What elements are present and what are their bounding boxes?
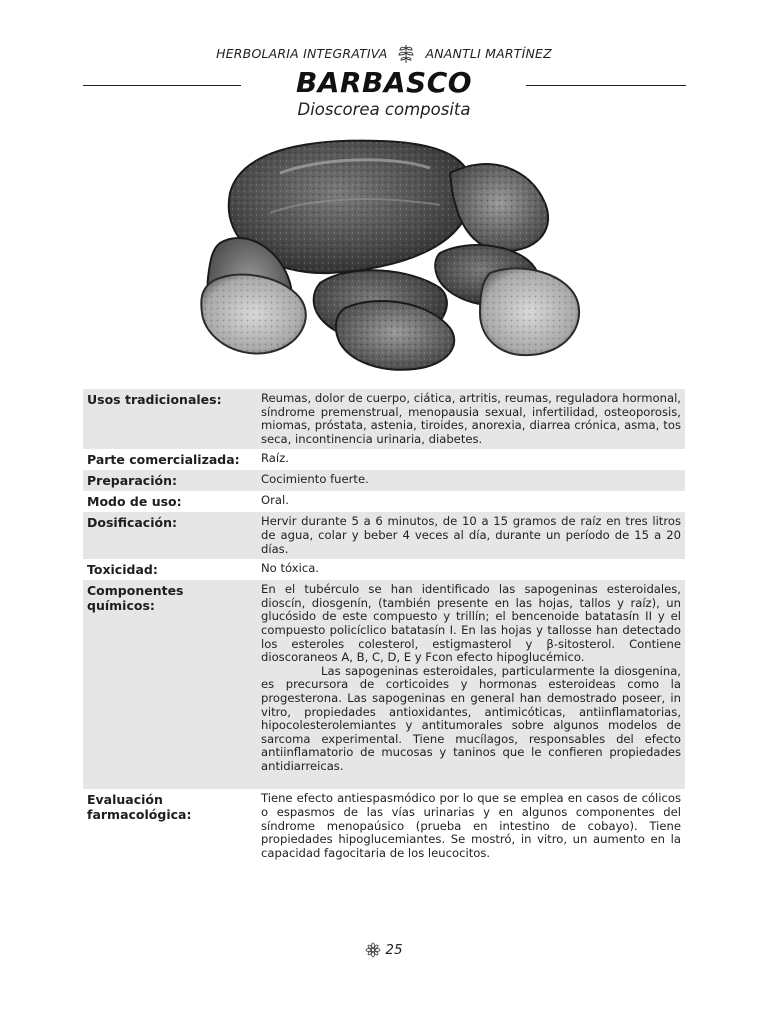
info-value: Hervir durante 5 a 6 minutos, de 10 a 15 gramos de raíz en tres litros de agua, colar y beber 4 veces al día, durante un período de 15 a 20 días. xyxy=(257,512,685,559)
info-row-parte xyxy=(83,449,685,470)
herb-sprig-icon xyxy=(395,42,417,64)
info-row-dosificacion xyxy=(83,512,685,559)
info-label: Dosificación: xyxy=(83,512,257,559)
info-value-block xyxy=(257,580,685,789)
info-row-usos xyxy=(83,389,685,449)
info-row-toxicidad xyxy=(83,559,685,580)
info-row-modo xyxy=(83,491,685,512)
scientific-name: Dioscorea composita xyxy=(297,100,471,119)
info-label: Preparación: xyxy=(83,470,257,491)
header-left-text: HERBOLARIA INTEGRATIVA xyxy=(216,45,388,61)
page-title: BARBASCO xyxy=(295,66,473,99)
info-label: Evaluación farmacológica: xyxy=(87,792,192,823)
barbasco-root-photo xyxy=(150,133,590,373)
info-value: Oral. xyxy=(261,493,289,508)
info-row-componentes xyxy=(83,580,685,789)
info-value: Tiene efecto antiespasmódico por lo que se emplea en casos de cólicos o espasmos de las vías urinarias y en algunos componentes del síndrome menopaúsico (prueba en intestino de cobayo). Tiene propiedades hipoglucemiantes. Se mostró, in vitro, un aumento en la capacidad fagocitaria de los leucocitos. xyxy=(261,791,681,860)
info-paragraph: En el tubérculo se han identificado las sapogeninas esteroidales, dioscín, diosgenín, (también presente en las hojas, tallos y raíz), un glucósido de este compuesto y trillín; el bencenoide batatasín II y el compuesto policíclico batatasín I. En las hojas y tallosse han detectado los esteroles colesterol, estigmasterol y β-sitosterol. Contiene dioscoraneos A, B, C, D, E y Fcon efecto hipoglucémico. xyxy=(261,582,681,665)
plant-info-table xyxy=(83,389,685,863)
page-number: 25 xyxy=(385,942,403,958)
info-row-evaluacion xyxy=(83,789,685,863)
info-value: No tóxica. xyxy=(261,561,319,576)
running-header xyxy=(0,42,768,64)
info-row-preparacion xyxy=(83,470,685,491)
info-label: Modo de uso: xyxy=(87,494,182,510)
info-value: Reumas, dolor de cuerpo, ciática, artritis, reumas, reguladora hormonal, síndrome premenstrual, menopausia sexual, infertilidad, osteoporosis, miomas, próstata, astenia, tiroides, anorexia, diarrea crónica, asma, tos seca, incontinencia urinaria, diabetes. xyxy=(257,389,685,449)
header-right-text: ANANTLI MARTÍNEZ xyxy=(425,45,552,61)
info-value: Cocimiento fuerte. xyxy=(257,470,685,491)
page-footer xyxy=(0,940,768,960)
info-label: Toxicidad: xyxy=(87,562,158,578)
info-paragraph: Las sapogeninas esteroidales, particularmente la diosgenina, es precursora de corticoides y hormonas esteroideas como la progesterona. Las sapogeninas en general han demostrado poseer, in vitro, propiedades antioxidantes, antimicóticas, antiinflamatorias, hipocolesterolemiantes y antitumorales sobre algunos modelos de sarcoma experimental. Tiene mucílagos, responsables del efecto antiinflamatorio de mucosas y taninos que le confieren propiedades antidiarreicas. xyxy=(261,663,681,773)
info-label: Componentes químicos: xyxy=(83,580,257,789)
flower-ornament-icon xyxy=(365,942,381,958)
info-label: Usos tradicionales: xyxy=(83,389,257,449)
info-label: Parte comercializada: xyxy=(87,452,240,468)
info-value: Raíz. xyxy=(261,451,289,466)
